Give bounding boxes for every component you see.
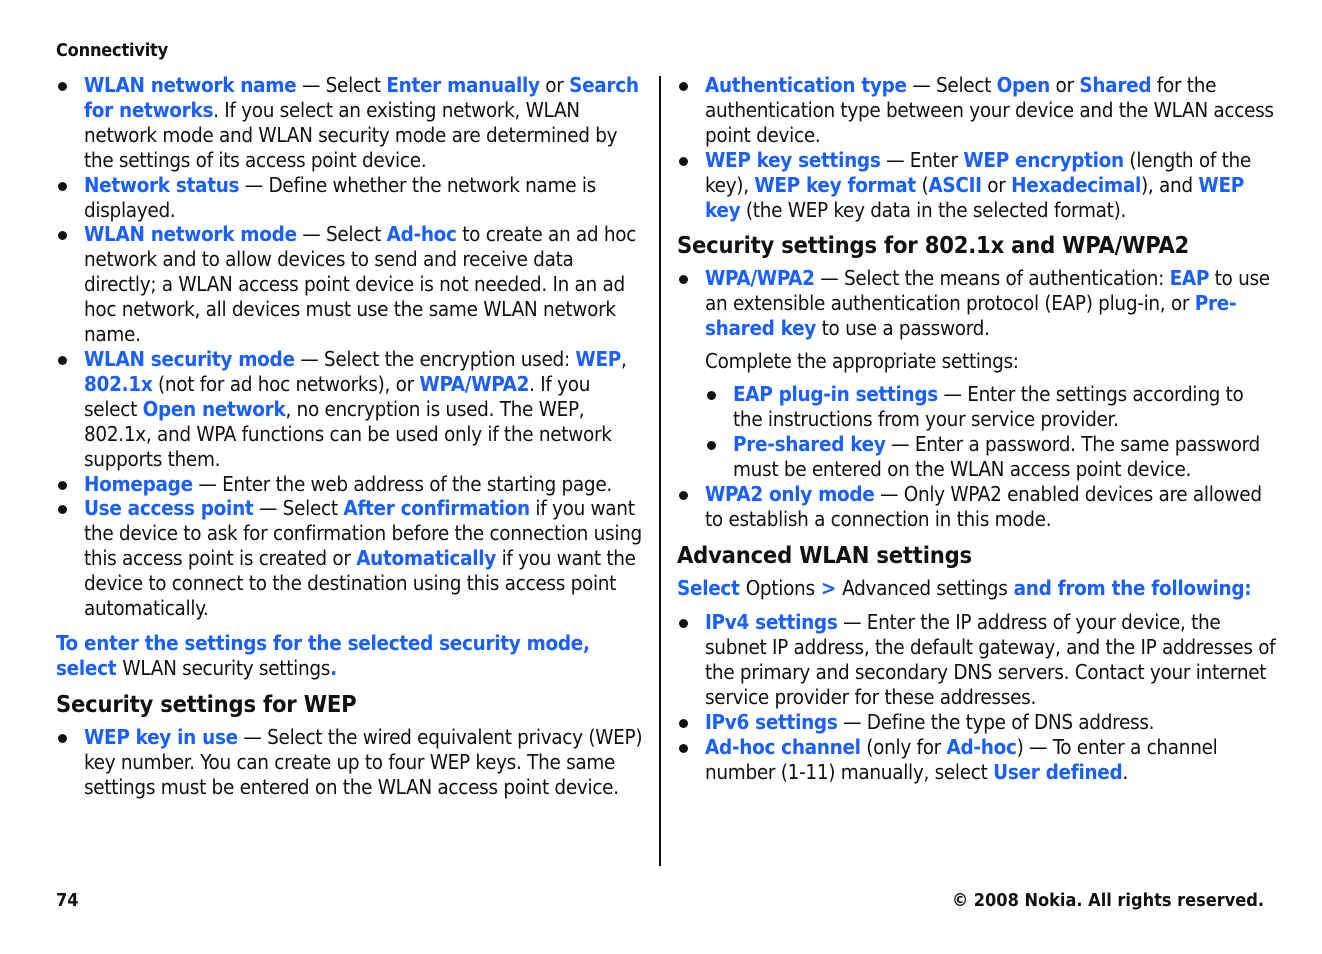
ui-term: Ad-hoc [386,222,457,247]
ui-term: WPA/WPA2 [419,371,530,396]
ui-term: Hexadecimal [1011,172,1142,197]
list-item [677,266,1277,341]
body-text: — Enter the web address of the starting page. [192,471,612,496]
left-column [56,73,648,799]
ui-term: Open network [142,396,286,421]
body-text: — Define the type of DNS address. [837,710,1155,735]
ui-term: WEP key settings [705,147,881,172]
security-settings-paragraph [56,631,648,681]
body-text: for the authentication type between your device and the WLAN access point device. [705,73,1274,147]
ui-term: EAP [1169,266,1210,291]
body-text: — Enter a password. The same password must be entered on the WLAN access point device. [733,431,1260,481]
ui-term: Use access point [84,496,254,521]
body-text: — Select the means of authentication: [814,266,1170,291]
wep-settings-list [56,725,648,800]
heading-wep: Security settings for WEP [56,689,357,718]
body-text: to use an extensible authentication protocol (EAP) plug-in, or [705,266,1270,316]
ui-term: WLAN network mode [84,222,297,247]
ui-term: Network status [84,172,240,197]
list-item [56,496,648,621]
list-item [56,73,648,173]
body-text: (the WEP key data in the selected format). [740,197,1127,222]
ui-term: After confirmation [343,496,530,521]
list-item [677,710,1277,735]
body-text: or [981,172,1012,197]
heading-advanced: Advanced WLAN settings [677,540,972,569]
ui-term: WEP key in use [84,724,238,749]
page-number: 74 [56,890,79,911]
body-text: — Enter the IP address of your device, the subnet IP address, the default gateway, and the IP addresses of the primary and secondary DNS servers. Contact your internet service provider for these addresses. [705,610,1276,710]
ui-term: . [330,655,337,680]
wep-settings-list-cont [677,73,1277,222]
running-header: Connectivity [56,40,168,61]
wpa-settings-list [677,266,1277,341]
body-text: — Select [253,496,344,521]
ui-term: ASCII [928,172,982,197]
heading-wpa: Security settings for 802.1x and WPA/WPA2 [677,231,1190,260]
body-text: to create an ad hoc network and to allow devices to send and receive data directly; a WLAN access point device is not needed. In an ad hoc network, all devices must use the same WLAN network name. [84,222,637,347]
body-text: . If you select [84,371,591,421]
body-text: if you want the device to ask for confirmation before the connection using this access point is created or [84,496,642,571]
list-item [56,347,648,472]
ui-term: 802.1x [84,371,153,396]
ui-term: WEP key [705,172,1244,222]
ui-term: Open [996,73,1050,97]
list-item [677,610,1277,710]
ui-term: Search for networks [84,73,639,122]
ui-term: Pre-shared key [705,291,1237,341]
ui-term: Automatically [356,546,497,571]
list-item [56,725,648,800]
advanced-paragraph [677,576,1277,601]
ui-term: WEP encryption [963,147,1124,172]
body-text: (length of the key), [705,147,1251,197]
body-text: — Enter [880,147,964,172]
copyright: © 2008 Nokia. All rights reserved. [951,890,1264,911]
ui-term: WLAN network name [84,73,297,97]
ui-term: WPA/WPA2 [705,266,815,291]
list-item [56,472,648,497]
body-text: if you want the device to connect to the destination using this access point automatically. [84,546,636,621]
body-text: — Select [906,73,997,97]
body-text: — Define whether the network name is displayed. [84,172,596,222]
wpa2-settings-list [677,482,1277,532]
body-text: ( [915,172,929,197]
list-item [705,382,1277,432]
body-text: or [1049,73,1080,97]
list-item [56,222,648,347]
ui-term: WEP key format [754,172,916,197]
list-item [677,148,1277,223]
ui-term: Authentication type [705,73,907,97]
body-text: — Select [296,73,387,97]
ui-term: Ad-hoc [946,734,1017,759]
body-text: Advanced settings [842,575,1008,600]
ui-term: > [814,575,843,600]
ui-term: Ad-hoc channel [705,734,861,759]
body-text: , [621,346,627,371]
column-divider [659,76,661,866]
list-item [677,73,1277,148]
ui-term: Enter manually [386,73,540,97]
right-column [677,73,1277,785]
body-text: — Select the encryption used: [294,346,576,371]
ui-term: To enter the settings for the selected security mode, select [56,630,590,680]
wpa-subsettings-list [705,382,1277,482]
ui-term: Homepage [84,471,193,496]
ui-term: Select [677,575,746,600]
list-item [677,482,1277,532]
body-text: to use a password. [816,316,990,341]
body-text: (only for [860,734,947,759]
network-settings-list [56,73,648,621]
list-item [705,432,1277,482]
list-item [56,173,648,223]
body-text: or [539,73,570,97]
body-text: ) — To enter a channel number (1-11) manually, select [705,734,1218,784]
complete-settings-text: Complete the appropriate settings: [705,349,1019,374]
body-text: Options [745,575,815,600]
advanced-settings-list [677,610,1277,784]
ui-term: User defined [993,759,1123,784]
ui-term: Shared [1079,73,1152,97]
body-text: — Select the wired equivalent privacy (WEP) key number. You can create up to four WEP keys. The same settings must be entered on the WLAN access point device. [84,724,643,799]
body-text: , no encryption is used. The WEP, 802.1x, and WPA functions can be used only if the network supports them. [84,396,612,471]
body-text: (not for ad hoc networks), or [152,371,420,396]
list-item [677,735,1277,785]
body-text: — Select [296,222,387,247]
body-text: . If you select an existing network, WLAN network mode and WLAN security mode are determined by the settings of its access point device. [84,97,618,172]
ui-term: IPv6 settings [705,710,838,735]
ui-term: Pre-shared key [733,431,886,456]
ui-term: IPv4 settings [705,610,838,635]
body-text: — Only WPA2 enabled devices are allowed to establish a connection in this mode. [705,481,1262,531]
body-text: ), and [1141,172,1199,197]
body-text: WLAN security settings [122,655,331,680]
ui-term: EAP plug-in settings [733,382,938,407]
body-text: . [1122,759,1128,784]
ui-term: WEP [575,346,621,371]
ui-term: and from the following: [1007,575,1252,600]
ui-term: WPA2 only mode [705,481,875,506]
ui-term: WLAN security mode [84,346,295,371]
body-text: — Enter the settings according to the instructions from your service provider. [733,382,1244,431]
